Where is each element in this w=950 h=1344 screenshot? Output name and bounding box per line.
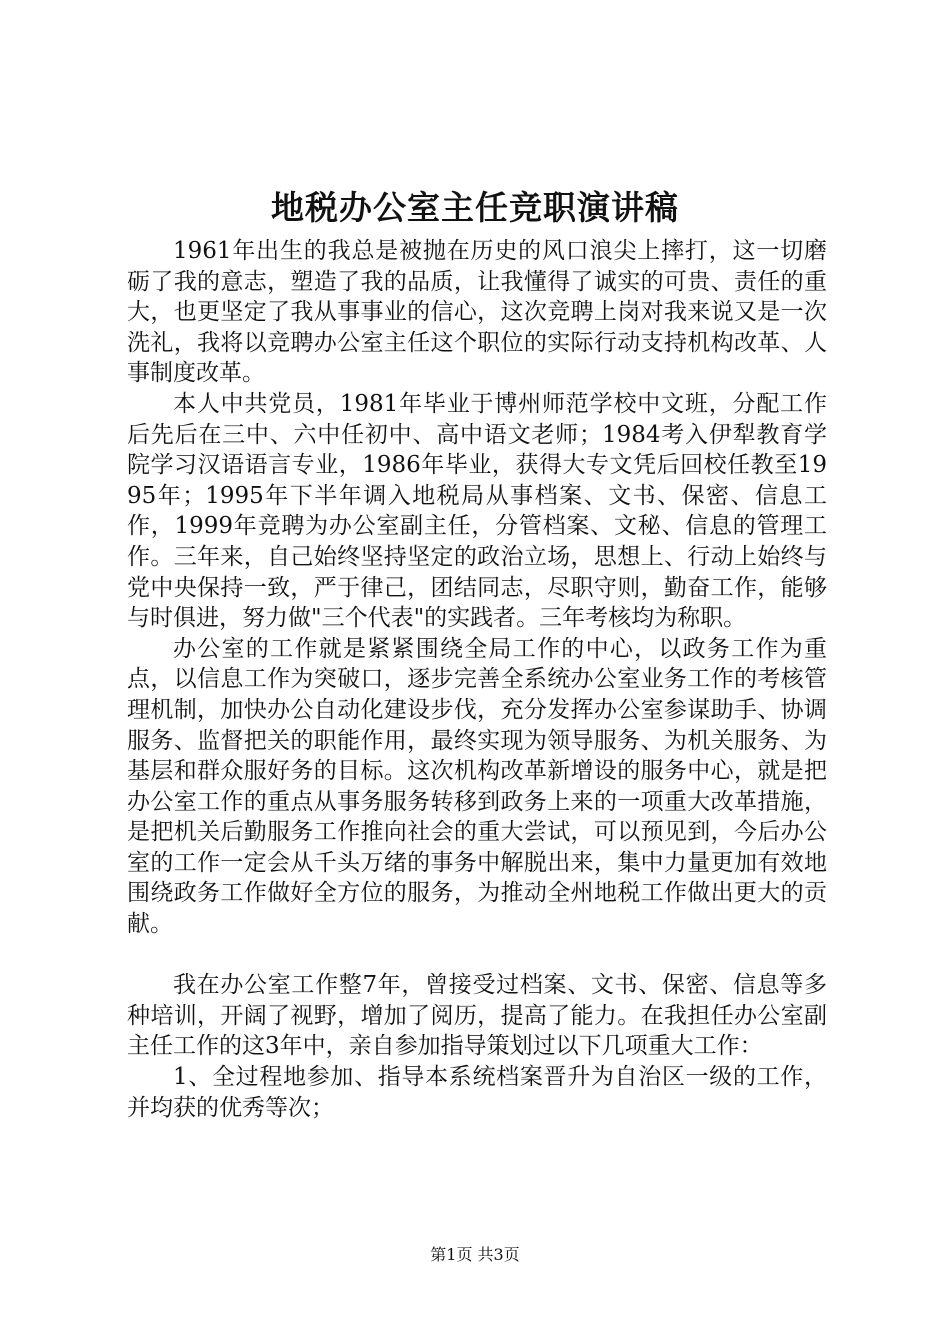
paragraph-item-1: 1、全过程地参加、指导本系统档案晋升为自治区一级的工作，并均获的优秀等次； [127, 1064, 827, 1121]
document-body [127, 236, 827, 1123]
paragraph-office-work: 办公室的工作就是紧紧围绕全局工作的中心，以政务工作为重点，以信息工作为突破口，逐步完善全系统办公室业务工作的考核管理机制，加快办公自动化建设步伐，充分发挥办公室参谋助手、协调服务、监督把关的职能作用，最终实现为领导服务、为机关服务、为基层和群众服好务的目标。这次机构改革新增设的服务中心，就是把办公室工作的重点从事务服务转移到政务上来的一项重大改革措施，是把机关后勤服务工作推向社会的重大尝试，可以预见到，今后办公室的工作一定会从千头万绪的事务中解脱出来，集中力量更加有效地围绕政务工作做好全方位的服务，为推动全州地税工作做出更大的贡献。 [127, 635, 827, 938]
paragraph-background: 本人中共党员，1981年毕业于博州师范学校中文班，分配工作后先后在三中、六中任初中、高中语文老师；1984考入伊犁教育学院学习汉语语言专业，1986年毕业，获得大专文凭后回校任教至1995年；1995年下半年调入地税局从事档案、文书、保密、信息工作，1999年竞聘为办公室副主任，分管档案、文秘、信息的管理工作。三年来，自己始终坚持坚定的政治立场，思想上、行动上始终与党中央保持一致，严于律己，团结同志，尽职守则，勤奋工作，能够与时俱进，努力做"三个代表"的实践者。三年考核均为称职。 [127, 390, 827, 632]
document-title: 地税办公室主任竞职演讲稿 [271, 188, 679, 227]
paragraph-experience: 我在办公室工作整7年，曾接受过档案、文书、保密、信息等多种培训，开阔了视野，增加了阅历，提高了能力。在我担任办公室副主任工作的这3年中，亲自参加指导策划过以下几项重大工作： [127, 972, 827, 1060]
paragraph-intro: 1961年出生的我总是被抛在历史的风口浪尖上摔打，这一切磨砺了我的意志，塑造了我的品质，让我懂得了诚实的可贵、责任的重大，也更坚定了我从事事业的信心，这次竞聘上岗对我来说又是一次洗礼，我将以竞聘办公室主任这个职位的实际行动支持机构改革、人事制度改革。 [127, 238, 827, 387]
page-number-footer: 第1页 共3页 [430, 1245, 520, 1264]
